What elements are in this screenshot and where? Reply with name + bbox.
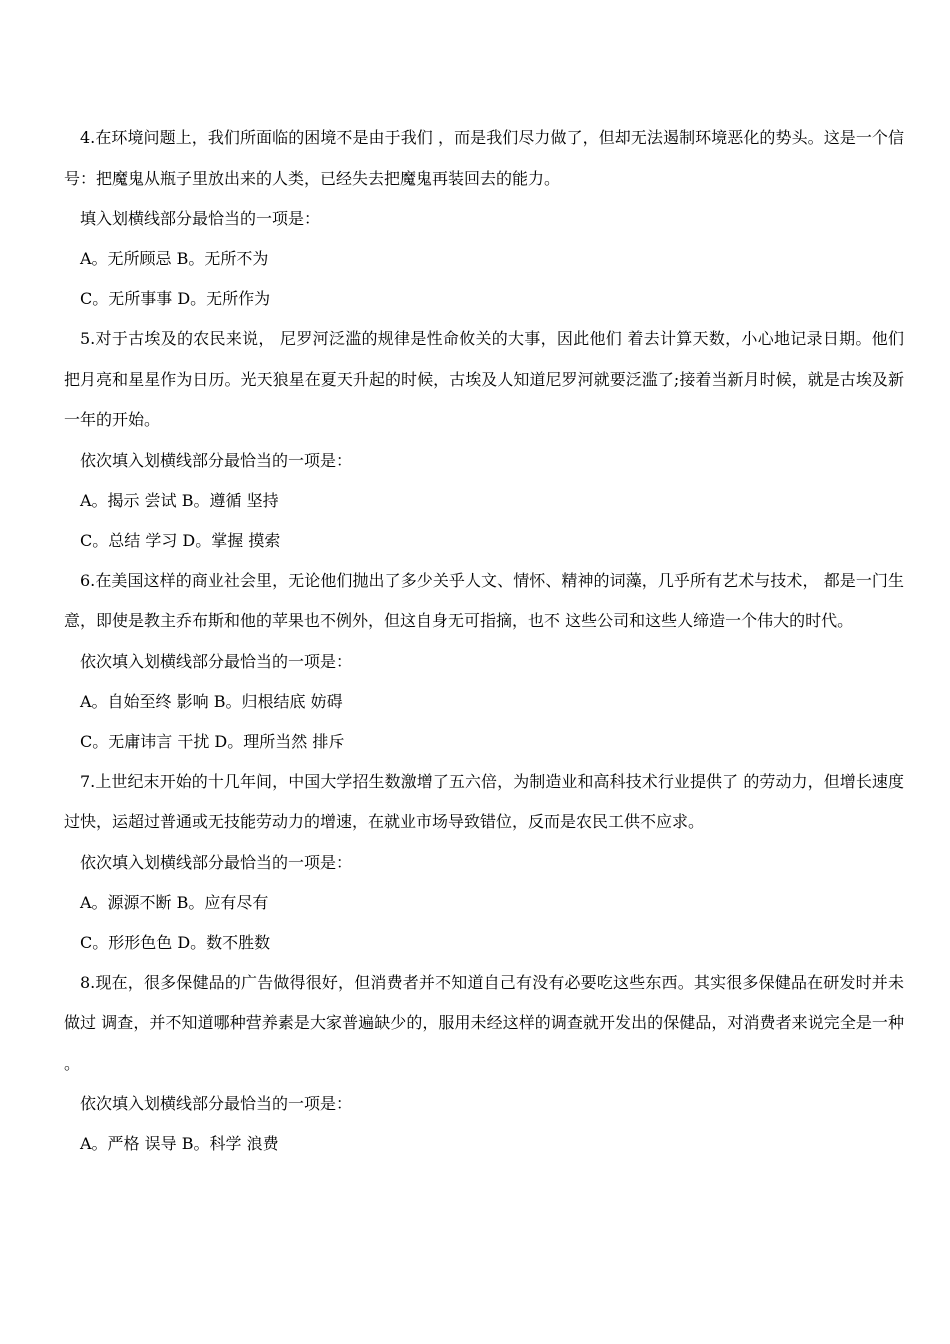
question-7 [64, 762, 904, 963]
question-6 [64, 561, 904, 762]
question-6-prompt: 依次填入划横线部分最恰当的一项是： [80, 651, 353, 671]
question-7-options-cd: C。形形色色 D。数不胜数 [80, 932, 271, 952]
question-7-options-ab: A。源源不断 B。应有尽有 [80, 892, 269, 912]
question-8-prompt: 依次填入划横线部分最恰当的一项是： [80, 1094, 353, 1113]
question-6-options-ab: A。自始至终 影响 B。归根结底 妨碍 [80, 691, 343, 711]
question-5-stem: 5.对于古埃及的农民来说， 尼罗河泛滥的规律是性命攸关的大事，因此他们 着去计算天数，小心地记录日期。他们把月亮和星星作为日历。光天狼星在夏天升起的时候，古埃及人知道尼罗河就要泛滥了;接着当新月时候，就是古埃及新一年的开始。 [64, 329, 904, 429]
question-8-options-ab: A。严格 误导 B。科学 浪费 [80, 1134, 279, 1153]
question-6-options-cd: C。无庸讳言 干扰 D。理所当然 排斥 [80, 731, 345, 751]
question-4 [64, 118, 904, 319]
question-5-options-cd: C。总结 学习 D。掌握 摸索 [80, 530, 281, 550]
question-8-stem: 8.现在，很多保健品的广告做得很好，但消费者并不知道自己有没有必要吃这些东西。其实很多保健品在研发时并未做过 调查，并不知道哪种营养素是大家普遍缺少的，服用未经这样的调查就开发出的保健品，对消费者来说完全是一种 。 [64, 972, 904, 1073]
document-content [64, 118, 904, 1164]
question-5 [64, 319, 904, 561]
question-4-options-ab: A。无所顾忌 B。无所不为 [80, 249, 269, 268]
question-7-prompt: 依次填入划横线部分最恰当的一项是： [80, 852, 353, 872]
question-7-stem: 7.上世纪末开始的十几年间，中国大学招生数激增了五六倍，为制造业和高科技术行业提供了 的劳动力，但增长速度过快，运超过普通或无技能劳动力的增速，在就业市场导致错位，反而是农民工供不应求。 [64, 771, 904, 831]
question-4-stem: 4.在环境问题上，我们所面临的困境不是由于我们 ，而是我们尽力做了，但却无法遏制环境恶化的势头。这是一个信号：把魔鬼从瓶子里放出来的人类，已经失去把魔鬼再装回去的能力。 [64, 128, 904, 188]
question-4-prompt: 填入划横线部分最恰当的一项是： [80, 209, 321, 228]
question-5-options-ab: A。揭示 尝试 B。遵循 坚持 [80, 490, 279, 510]
question-8 [64, 963, 904, 1165]
question-6-stem: 6.在美国这样的商业社会里，无论他们抛出了多少关乎人文、情怀、精神的词藻，几乎所有艺术与技术， 都是一门生意，即使是教主乔布斯和他的苹果也不例外，但这自身无可指摘，也不 这些公司和这些人缔造一个伟大的时代。 [64, 570, 904, 630]
question-5-prompt: 依次填入划横线部分最恰当的一项是： [80, 450, 353, 470]
question-4-options-cd: C。无所事事 D。无所作为 [80, 289, 271, 308]
